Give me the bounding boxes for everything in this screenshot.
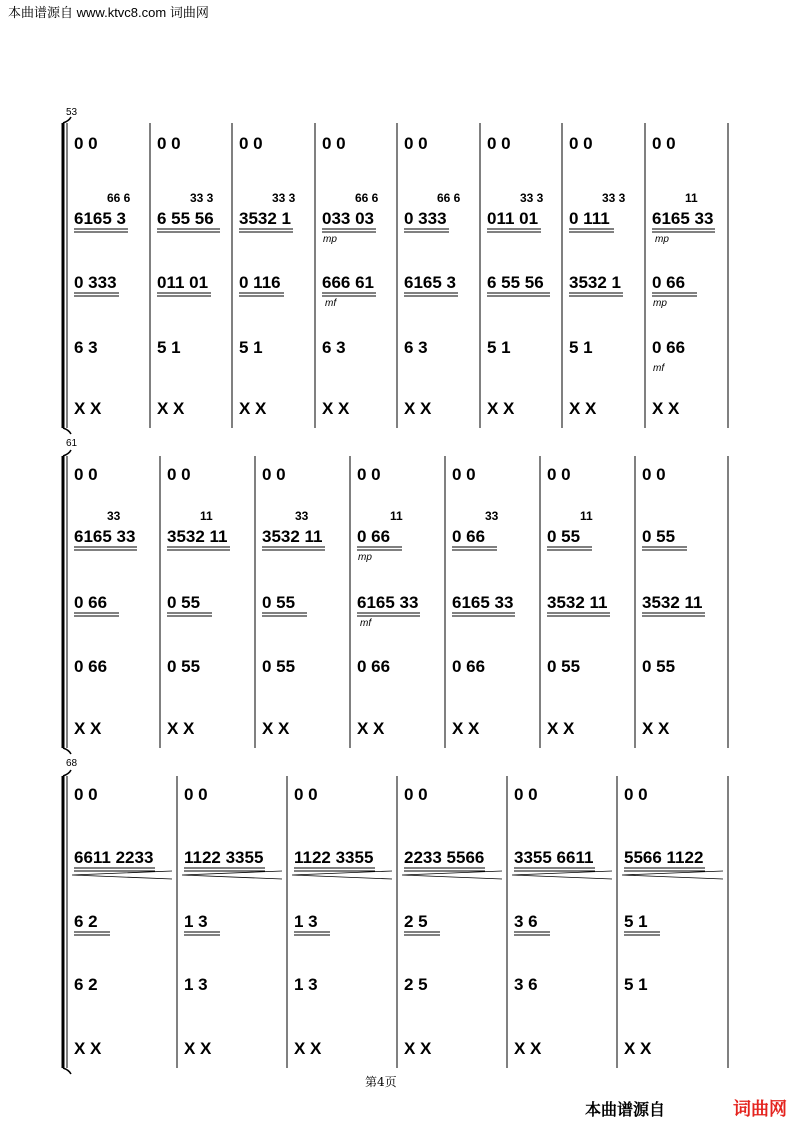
chord-mark: 33 (107, 509, 121, 523)
notation-row: 0 66 (357, 657, 391, 676)
header-name: 词曲网 (169, 5, 209, 20)
notation-row: 0 0 (547, 465, 571, 484)
notation-row: X X (322, 399, 350, 418)
notation-row: 2 5 (404, 975, 428, 994)
watermark-site: 词曲网 (733, 1099, 787, 1119)
notation-row: 0 333 (404, 209, 447, 228)
dynamic-mark: mp (653, 298, 667, 309)
notation-row: X X (262, 719, 290, 738)
crescendo-hairpin (512, 871, 612, 879)
dynamic-mark: mf (653, 363, 665, 374)
crescendo-hairpin (402, 871, 502, 879)
notation-row: 6165 33 (74, 527, 136, 546)
notation-row: 6 55 56 (157, 209, 214, 228)
notation-row: 3355 6611 (514, 848, 594, 867)
notation-row: 0 0 (624, 785, 648, 804)
notation-row: 3 6 (514, 975, 538, 994)
dynamic-mark: mp (655, 234, 669, 245)
notation-row: X X (167, 719, 195, 738)
notation-row: 666 61 (322, 273, 374, 292)
dynamic-mark: mp (323, 234, 337, 245)
notation-row: 0 66 (452, 527, 486, 546)
crescendo-hairpin (72, 871, 172, 879)
header-site: 本曲谱源自 (8, 5, 74, 20)
chord-mark: 33 (485, 509, 499, 523)
notation-row: X X (642, 719, 670, 738)
notation-row: X X (404, 1039, 432, 1058)
notation-row: 0 0 (357, 465, 381, 484)
notation-row: 0 116 (239, 273, 281, 292)
notation-row: 6611 2233 (74, 848, 154, 867)
crescendo-hairpin (622, 871, 723, 879)
bracket-cap-top (63, 117, 71, 123)
chord-mark: 66 6 (437, 191, 461, 205)
chord-mark: 33 (295, 509, 309, 523)
notation-row: 6165 33 (357, 593, 419, 612)
notation-row: 0 66 (452, 657, 486, 676)
notation-row: 0 0 (569, 134, 593, 153)
notation-row: 0 111 (569, 209, 610, 228)
chord-mark: 33 3 (520, 191, 544, 205)
notation-row: X X (569, 399, 597, 418)
notation-row: X X (74, 1039, 102, 1058)
notation-row: 0 66 (357, 527, 391, 546)
notation-row: 0 66 (74, 657, 108, 676)
notation-row: 2 5 (404, 912, 428, 931)
page-number: 第4页 (365, 1075, 397, 1089)
notation-row: 3532 11 (547, 593, 608, 612)
notation-row: 0 0 (74, 134, 98, 153)
notation-row: 0 0 (74, 465, 98, 484)
notation-row: 1122 3355 (294, 848, 374, 867)
chord-mark: 11 (580, 509, 593, 523)
notation-row: X X (487, 399, 515, 418)
system-number-3: 68 (66, 758, 78, 769)
chord-mark: 11 (200, 509, 213, 523)
notation-row: 0 0 (514, 785, 538, 804)
notation-row: 3532 1 (239, 209, 291, 228)
dynamic-mark: mp (358, 552, 372, 563)
notation-row: 0 55 (642, 657, 676, 676)
notation-row: 6 2 (74, 912, 98, 931)
notation-row: 6 3 (404, 338, 428, 357)
notation-row: 0 0 (262, 465, 286, 484)
notation-row: 0 0 (487, 134, 511, 153)
crescendo-hairpin (292, 871, 392, 879)
notation-row: 0 0 (74, 785, 98, 804)
bracket-cap-top (63, 450, 71, 456)
notation-row: X X (404, 399, 432, 418)
notation-row: 1 3 (294, 912, 318, 931)
notation-row: 6 55 56 (487, 273, 544, 292)
notation-row: 6 2 (74, 975, 98, 994)
notation-row: 0 66 (652, 338, 686, 357)
notation-row: 3532 11 (167, 527, 228, 546)
notation-row: 5566 1122 (624, 848, 704, 867)
header-url[interactable]: www.ktvc8.com (76, 5, 167, 20)
notation-row: 0 55 (167, 657, 201, 676)
notation-row: 6 3 (74, 338, 98, 357)
dynamic-mark: mf (360, 618, 372, 629)
notation-row: X X (239, 399, 267, 418)
notation-row: 0 0 (184, 785, 208, 804)
notation-row: 0 66 (652, 273, 686, 292)
notation-row: 011 01 (157, 273, 209, 292)
notation-row: 033 03 (322, 209, 374, 228)
notation-row: X X (184, 1039, 212, 1058)
bracket-cap-bottom (63, 748, 71, 754)
notation-row: 0 0 (642, 465, 666, 484)
notation-row: 0 0 (404, 134, 428, 153)
notation-row: 3 6 (514, 912, 538, 931)
notation-row: 1122 3355 (184, 848, 264, 867)
notation-row: 0 55 (547, 657, 581, 676)
notation-row: 5 1 (487, 338, 511, 357)
notation-row: 0 0 (452, 465, 476, 484)
notation-row: 6165 33 (452, 593, 514, 612)
notation-row: 0 0 (294, 785, 318, 804)
notation-row: X X (514, 1039, 542, 1058)
notation-row: 3532 11 (262, 527, 323, 546)
notation-row: 2233 5566 (404, 848, 485, 867)
notation-row: 0 0 (652, 134, 676, 153)
system-number-2: 61 (66, 438, 78, 449)
crescendo-hairpin (182, 871, 282, 879)
notation-row: 0 55 (167, 593, 201, 612)
notation-row: 0 0 (322, 134, 346, 153)
notation-row: 0 0 (157, 134, 181, 153)
notation-row: 0 55 (547, 527, 581, 546)
notation-row: 0 0 (404, 785, 428, 804)
notation-row: 011 01 (487, 209, 539, 228)
notation-row: X X (357, 719, 385, 738)
notation-row: 6165 3 (404, 273, 456, 292)
notation-row: X X (74, 719, 102, 738)
notation-row: 5 1 (624, 975, 648, 994)
notation-row: 6 3 (322, 338, 346, 357)
notation-row: X X (652, 399, 680, 418)
notation-row: 6165 33 (652, 209, 714, 228)
notation-row: 1 3 (294, 975, 318, 994)
notation-row: 1 3 (184, 912, 208, 931)
notation-row: X X (74, 399, 102, 418)
notation-row: X X (294, 1039, 322, 1058)
watermark-source: 本曲谱源自 (585, 1102, 666, 1119)
notation-row: 6165 3 (74, 209, 126, 228)
chord-mark: 11 (685, 191, 698, 205)
bracket-cap-top (63, 770, 71, 776)
chord-mark: 33 3 (272, 191, 296, 205)
dynamic-mark: mf (325, 298, 337, 309)
notation-row: 5 1 (239, 338, 263, 357)
bracket-cap-bottom (63, 1068, 71, 1074)
chord-mark: 66 6 (355, 191, 379, 205)
notation-row: 5 1 (624, 912, 648, 931)
notation-row: X X (452, 719, 480, 738)
chord-mark: 33 3 (190, 191, 214, 205)
notation-row: 0 333 (74, 273, 117, 292)
notation-row: 0 0 (167, 465, 191, 484)
notation-row: X X (547, 719, 575, 738)
system-number-1: 53 (66, 107, 78, 118)
notation-row: 3532 1 (569, 273, 621, 292)
notation-row: X X (624, 1039, 652, 1058)
chord-mark: 66 6 (107, 191, 131, 205)
notation-row: 5 1 (157, 338, 181, 357)
notation-row: 1 3 (184, 975, 208, 994)
chord-mark: 11 (390, 509, 403, 523)
notation-row: 0 55 (262, 593, 296, 612)
bracket-cap-bottom (63, 428, 71, 434)
chord-mark: 33 3 (602, 191, 626, 205)
notation-row: 0 66 (74, 593, 108, 612)
notation-row: 3532 11 (642, 593, 703, 612)
notation-row: 0 55 (642, 527, 676, 546)
notation-row: X X (157, 399, 185, 418)
notation-row: 5 1 (569, 338, 593, 357)
notation-row: 0 55 (262, 657, 296, 676)
notation-row: 0 0 (239, 134, 263, 153)
